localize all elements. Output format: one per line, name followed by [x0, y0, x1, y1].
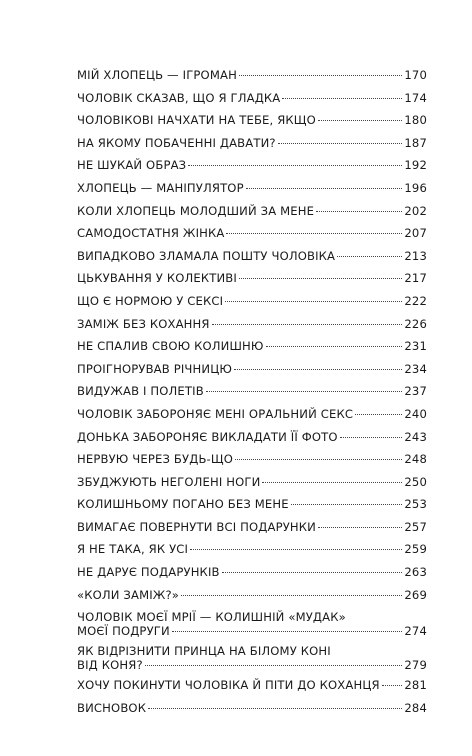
- toc-leader-dots: [318, 120, 403, 121]
- toc-entry-page: 279: [404, 658, 427, 673]
- toc-entry: [77, 68, 427, 91]
- toc-entry-title: ХОЧУ ПОКИНУТИ ЧОЛОВІКА Й ПІТИ ДО КОХАНЦЯ: [77, 678, 380, 693]
- toc-entry: [77, 475, 427, 498]
- toc-entry-title: МОЄЇ ПОДРУГИ: [77, 624, 170, 639]
- toc-entry-page: 226: [404, 316, 427, 331]
- toc-leader-dots: [188, 165, 402, 166]
- toc-entry-page: 243: [404, 429, 427, 444]
- toc-leader-dots: [291, 504, 403, 505]
- toc-entry-title-line1: ЯК ВІДРІЗНИТИ ПРИНЦА НА БІЛОМУ КОНІ: [77, 644, 331, 659]
- toc-leader-dots: [212, 324, 403, 325]
- toc-leader-dots: [239, 278, 402, 279]
- toc-entry-title: ЧОЛОВІК ЗАБОРОНЯЄ МЕНІ ОРАЛЬНИЙ СЕКС: [77, 406, 354, 421]
- toc-entry: [77, 91, 427, 114]
- toc-entry-title: ВІД КОНЯ?: [77, 658, 143, 673]
- toc-entry-title: ЗАМІЖ БЕЗ КОХАННЯ: [77, 316, 210, 331]
- toc-entry-title: КОЛИ ХЛОПЕЦЬ МОЛОДШИЙ ЗА МЕНЕ: [77, 203, 315, 218]
- toc-leader-dots: [337, 256, 402, 257]
- toc-entry-title: ДОНЬКА ЗАБОРОНЯЄ ВИКЛАДАТИ ЇЇ ФОТО: [77, 429, 338, 444]
- toc-entry: [77, 565, 427, 588]
- toc-entry: [77, 226, 427, 249]
- toc-entry-page: 207: [404, 226, 427, 241]
- toc-entry-page: 257: [404, 519, 427, 534]
- toc-entry-page: 174: [404, 90, 427, 105]
- toc-entry-page: 170: [404, 68, 427, 82]
- toc-leader-dots: [206, 391, 403, 392]
- toc-entry: [77, 113, 427, 136]
- toc-entry-page: 269: [404, 587, 427, 602]
- toc-entry-page: 202: [404, 203, 427, 218]
- toc-entry: [77, 644, 427, 672]
- toc-entry: [77, 339, 427, 362]
- table-of-contents: [77, 68, 427, 723]
- toc-entry-page: 253: [404, 497, 427, 512]
- toc-entry-page: 263: [404, 565, 427, 580]
- toc-entry-title: НЕ ДАРУЄ ПОДАРУНКІВ: [77, 565, 220, 580]
- toc-entry-page: 259: [404, 542, 427, 557]
- toc-entry: [77, 384, 427, 407]
- toc-leader-dots: [382, 685, 403, 686]
- toc-entry-title: ХЛОПЕЦЬ — МАНІПУЛЯТОР: [77, 180, 244, 195]
- toc-entry: [77, 430, 427, 453]
- toc-entry: [77, 158, 427, 181]
- toc-entry-title: ВИСНОВОК: [77, 700, 147, 715]
- toc-leader-dots: [226, 233, 402, 234]
- toc-entry-title: МІЙ ХЛОПЕЦЬ — ІГРОМАН: [77, 68, 237, 82]
- toc-leader-dots: [145, 665, 403, 666]
- toc-leader-dots: [262, 482, 402, 483]
- toc-entry-title: НЕ СПАЛИВ СВОЮ КОЛИШНЮ: [77, 339, 264, 354]
- toc-entry-page: 281: [404, 678, 427, 693]
- toc-entry-title: ВИПАДКОВО ЗЛАМАЛА ПОШТУ ЧОЛОВІКА: [77, 248, 336, 263]
- toc-entry-title: Я НЕ ТАКА, ЯК УСІ: [77, 542, 189, 557]
- toc-entry-page: 250: [404, 474, 427, 489]
- toc-entry: [77, 520, 427, 543]
- toc-entry-page: 231: [404, 339, 427, 354]
- toc-entry: [77, 407, 427, 430]
- toc-leader-dots: [278, 143, 403, 144]
- toc-leader-dots: [234, 369, 402, 370]
- toc-entry: [77, 588, 427, 611]
- toc-entry-page: 274: [404, 624, 427, 639]
- toc-entry-page: 234: [404, 361, 427, 376]
- toc-entry-title: САМОДОСТАТНЯ ЖІНКА: [77, 226, 225, 241]
- toc-entry: [77, 181, 427, 204]
- toc-leader-dots: [235, 459, 402, 460]
- toc-leader-dots: [239, 75, 402, 76]
- toc-entry-title-line1: ЧОЛОВІК МОЄЇ МРІЇ — КОЛИШНІЙ «МУДАК»: [77, 610, 346, 625]
- toc-entry-page: 237: [404, 384, 427, 399]
- toc-entry-page: 217: [404, 271, 427, 286]
- toc-entry: [77, 204, 427, 227]
- toc-leader-dots: [266, 346, 403, 347]
- toc-entry: [77, 678, 427, 701]
- toc-leader-dots: [318, 527, 402, 528]
- toc-entry-title: НА ЯКОМУ ПОБАЧЕННІ ДАВАТИ?: [77, 135, 276, 150]
- toc-entry-page: 192: [404, 158, 427, 173]
- toc-entry-title: ЗБУДЖУЮТЬ НЕГОЛЕНІ НОГИ: [77, 474, 261, 489]
- toc-entry-title-line2-row: [77, 658, 427, 672]
- toc-entry: [77, 701, 427, 724]
- toc-entry-title: «КОЛИ ЗАМІЖ?»: [77, 587, 179, 602]
- toc-entry-page: 196: [404, 180, 427, 195]
- toc-entry-page: 187: [404, 135, 427, 150]
- toc-leader-dots: [148, 708, 402, 709]
- toc-entry: [77, 294, 427, 317]
- toc-entry-title: ЦЬКУВАННЯ У КОЛЕКТИВІ: [77, 271, 237, 286]
- toc-entry: [77, 136, 427, 159]
- toc-entry: [77, 249, 427, 272]
- toc-leader-dots: [355, 414, 402, 415]
- toc-entry-title: ЧОЛОВІКОВІ НАЧХАТИ НА ТЕБЕ, ЯКЩО: [77, 113, 316, 128]
- toc-entry: [77, 452, 427, 475]
- toc-entry: [77, 271, 427, 294]
- toc-leader-dots: [222, 572, 403, 573]
- toc-entry: [77, 542, 427, 565]
- toc-entry-page: 222: [404, 293, 427, 308]
- toc-entry: [77, 362, 427, 385]
- toc-leader-dots: [246, 188, 403, 189]
- toc-entry: [77, 497, 427, 520]
- toc-leader-dots: [181, 595, 402, 596]
- toc-entry-page: 240: [404, 406, 427, 421]
- toc-leader-dots: [225, 301, 402, 302]
- toc-entry-page: 284: [404, 700, 427, 715]
- toc-entry: [77, 317, 427, 340]
- toc-entry-title: ВИМАГАЄ ПОВЕРНУТИ ВСІ ПОДАРУНКИ: [77, 519, 316, 534]
- toc-entry-title: ВИДУЖАВ І ПОЛЕТІВ: [77, 384, 204, 399]
- toc-leader-dots: [172, 631, 403, 632]
- toc-entry-title: НЕ ШУКАЙ ОБРАЗ: [77, 158, 187, 173]
- toc-entry-title: КОЛИШНЬОМУ ПОГАНО БЕЗ МЕНЕ: [77, 497, 289, 512]
- toc-leader-dots: [316, 211, 402, 212]
- toc-leader-dots: [282, 98, 402, 99]
- toc-leader-dots: [340, 437, 403, 438]
- toc-entry-title: ПРОІГНОРУВАВ РІЧНИЦЮ: [77, 361, 233, 376]
- toc-entry-page: 248: [404, 452, 427, 467]
- toc-entry-title: ЧОЛОВІК СКАЗАВ, ЩО Я ГЛАДКА: [77, 90, 281, 105]
- toc-entry: [77, 610, 427, 638]
- toc-entry-title: ЩО Є НОРМОЮ У СЕКСІ: [77, 293, 224, 308]
- toc-leader-dots: [190, 549, 402, 550]
- toc-entry-page: 180: [404, 113, 427, 128]
- toc-entry-page: 213: [404, 248, 427, 263]
- toc-entry-title: НЕРВУЮ ЧЕРЕЗ БУДЬ-ЩО: [77, 452, 233, 467]
- toc-entry-title-line2-row: [77, 624, 427, 638]
